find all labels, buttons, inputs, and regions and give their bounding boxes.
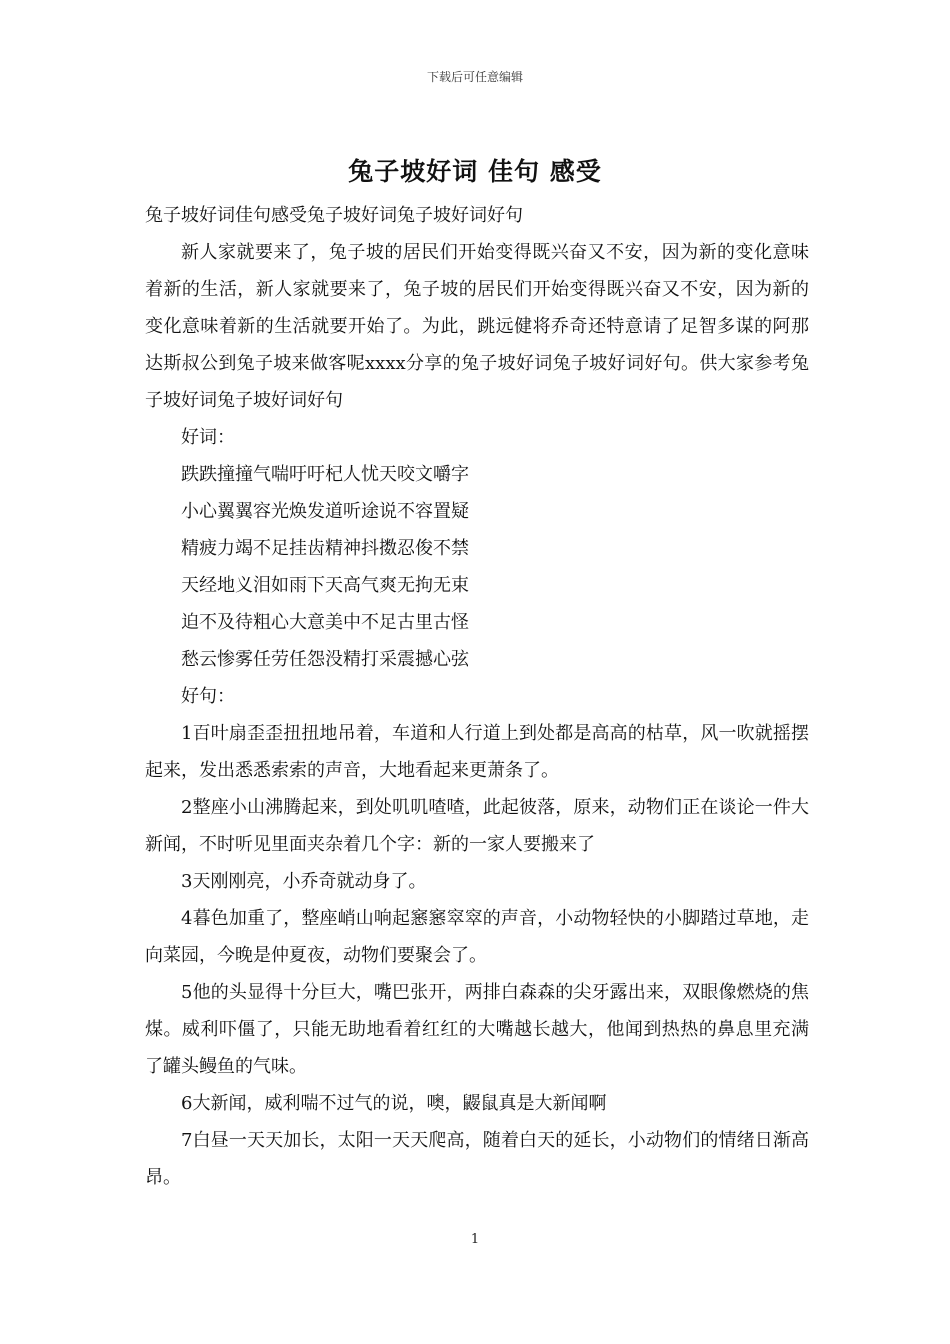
word-list-item: 小心翼翼容光焕发道听途说不容置疑	[181, 501, 469, 522]
word-list-item: 天经地义泪如雨下天高气爽无拘无束	[181, 575, 469, 596]
word-list-item: 精疲力竭不足挂齿精神抖擞忍俊不禁	[181, 538, 469, 559]
sentences-heading: 好句：	[181, 686, 235, 707]
sentence-item: 4暮色加重了，整座峭山响起窸窸窣窣的声音，小动物轻快的小脚踏过草地，走向菜园，今晚是仲夏夜，动物们要聚会了。	[145, 908, 809, 966]
document-title: 兔子坡好词 佳句 感受	[348, 157, 602, 186]
subtitle-line: 兔子坡好词佳句感受兔子坡好词兔子坡好词好句	[145, 205, 523, 226]
intro-paragraph: 新人家就要来了，兔子坡的居民们开始变得既兴奋又不安，因为新的变化意味着新的生活，新人家就要来了，兔子坡的居民们开始变得既兴奋又不安，因为新的变化意味着新的生活就要开始了。为此，跳远健将乔奇还特意请了足智多谋的阿那达斯叔公到兔子坡来做客呢xxxx分享的兔子坡好词兔子坡好词好句。供大家参考兔子坡好词兔子坡好词好句	[145, 242, 809, 411]
sentence-item: 3天刚刚亮，小乔奇就动身了。	[181, 871, 427, 892]
sentence-item: 7白昼一天天加长，太阳一天天爬高，随着白天的延长，小动物们的情绪日渐高昂。	[145, 1130, 809, 1188]
sentence-item: 6大新闻，威利喘不过气的说，噢，鼹鼠真是大新闻啊	[181, 1093, 607, 1114]
word-list-item: 跌跌撞撞气喘吁吁杞人忧天咬文嚼字	[181, 464, 469, 485]
sentence-item: 5他的头显得十分巨大，嘴巴张开，两排白森森的尖牙露出来，双眼像燃烧的焦煤。威利吓僵了，只能无助地看着红红的大嘴越长越大，他闻到热热的鼻息里充满了罐头鳗鱼的气味。	[145, 982, 809, 1077]
sentence-item: 1百叶扇歪歪扭扭地吊着，车道和人行道上到处都是高高的枯草，风一吹就摇摆起来，发出悉悉索索的声音，大地看起来更萧条了。	[145, 723, 809, 781]
document-body	[145, 197, 809, 1196]
sentence-item: 2整座小山沸腾起来，到处叽叽喳喳，此起彼落，原来，动物们正在谈论一件大新闻，不时听见里面夹杂着几个字：新的一家人要搬来了	[145, 797, 809, 855]
word-list-item: 迫不及待粗心大意美中不足古里古怪	[181, 612, 469, 633]
words-heading: 好词：	[181, 427, 235, 448]
page-number: 1	[470, 1232, 480, 1247]
word-list-item: 愁云惨雾任劳任怨没精打采震撼心弦	[181, 649, 469, 670]
header-note: 下载后可任意编辑	[426, 70, 523, 84]
